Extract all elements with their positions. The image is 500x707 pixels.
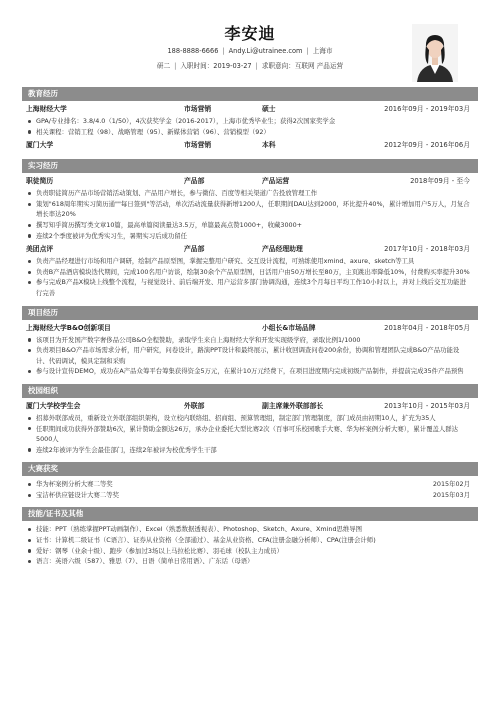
project-bullets [22,335,478,377]
section-campus-header: 校园组织 [22,384,478,398]
internship-entry [22,175,478,188]
bullet-item: 爱好：钢琴（业余十级）、跑步（参加过3场以上马拉松比赛）、羽毛球（校队主力成员） [26,546,478,557]
school-name: 上海财经大学 [26,105,67,113]
start-time-text: 入职时间：2019-03-27 [180,62,252,70]
bullet-item: 负责产品经理进行市场和用户调研，绘制产品原型图，掌握完整用户研究、交互设计流程，可熟练使用xmind、axure、sketch等工具 [26,256,478,267]
internship-bullets [22,256,478,298]
bullet-item: 撰写知乎简历撰写类文章10篇，最高单篇阅读量达3.5万，单篇最高点赞1000+，收藏3000+ [26,220,478,231]
role-name: 产品运营 [262,177,290,186]
bullet-item: 技能：PPT（熟练掌握PPT动画制作）、Excel（熟悉数据透视表）、Photoshop、Sketch、Axure、Xmind思维导图 [26,524,478,535]
company-name: 职徒简历 [26,177,54,186]
date-range: 2018年04月 - 2018年05月 [384,323,470,332]
org-name: 厦门大学校学生会 [26,401,81,410]
date-range: 2013年10月 - 2015年03月 [384,401,470,410]
department-name: 外联部 [184,401,205,410]
bullet-item: 语言：英语六级（587）、雅思（7）、日语（简单日常用语）、广东话（母语） [26,556,478,567]
section-awards-header: 大赛获奖 [22,462,478,476]
date-range: 2017年10月 - 2018年03月 [384,245,470,254]
city-text: 上海市 [312,47,333,55]
bullet-item: 该项目为开发国产数字奢侈品公司B&O全程赞助，录取学生来自上海财经大学和开发实现级学府，录取比例1/1000 [26,335,478,346]
phone-text: 188-8888-6666 [167,47,219,55]
campus-entry [22,400,478,413]
section-internship-header: 实习经历 [22,159,478,173]
section-projects-header: 项目经历 [22,306,478,320]
bullet-item: 参与完成B产品X模块上线整个流程，与视觉设计、前后端开发、用户运营多部门协调沟通，连续3个月每日平均工作10小时以上，并对上线后交互功能进行完善 [26,277,478,298]
skills-bullets [22,524,478,566]
bullet-item: GPA/专业排名：3.8/4.0（1/50），4次获奖学金（2016-2017），上海市优秀毕业生；获得2次国家奖学金 [26,116,478,127]
degree-name: 硕士 [262,105,276,113]
bullet-item: 相关课程：营销工程（98）、战略管理（95）、新媒体营销（96）、营销模型（92） [26,127,478,138]
award-item [22,479,478,490]
campus-bullets [22,413,478,455]
role-name: 副主席兼外联部部长 [262,401,324,410]
internship-bullets [22,188,478,241]
project-role: 小组长&市场品牌 [262,323,316,332]
date-range: 2016年09月 - 2019年03月 [384,105,470,113]
education-bullets [22,116,478,137]
degree-name: 本科 [262,141,276,150]
section-education-header: 教育经历 [22,87,478,101]
bullet-item: 连续2年被评为学生会最佳部门，连续2年被评为校优秀学生干部 [26,445,478,456]
project-entry [22,322,478,335]
bullet-item: 负责职徒简历产品市场营销活动策划、产品用户增长，参与微信、百度等相关渠道广告投放管理工作 [26,188,478,199]
school-name: 厦门大学 [26,141,54,150]
education-entry [22,139,478,152]
section-skills-header: 技能/证书及其他 [22,507,478,521]
bullet-item: 负责项目B&O产品市场需求分析，用户研究，问卷设计，路演PPT设计和最终展示，累计收回调查问卷200余份，协调和管理团队完成B&O产品功能设计、代码调试，模具定制和采购 [26,345,478,366]
award-date: 2015年03月 [432,490,470,499]
award-item [22,490,478,501]
contact-line: 188-8888-6666 | Andy.Li@utrainee.com | 上海市 [167,47,333,55]
project-name: 上海财经大学B&O创新项目 [26,323,111,332]
company-name: 美团点评 [26,245,54,254]
date-range: 2018年09月 - 至今 [410,177,470,186]
bullet-item: 招募外联部成员，重新设立外联部组织架构，设立校内联络组、招商组、预算管理组，制定部门管理制度，部门成员由初期10人，扩充为35人 [26,413,478,424]
award-name: 宝洁杯供应链设计大赛二等奖 [36,490,120,499]
department-name: 产品部 [184,245,205,254]
email-text: Andy.Li@utrainee.com [228,47,303,55]
resume-header [22,0,478,84]
internship-entry [22,243,478,256]
candidate-name: 李安迪 [224,24,276,43]
education-entry [22,103,478,116]
bullet-item: 参与设计宣传DEMO，成功在A产品众筹平台筹集获得资金5万元，在累计10万元经费下，在项目进度期内完成初级产品制作，并提前完成35件产品预售 [26,366,478,377]
bullet-item: 负责B产品酒店模块迭代期间，完成100名用户访谈，绘制30余个产品原型图，日活用户由50万增长至80万，主页跳出率降低10%，付费购买率提升30% [26,267,478,278]
major-name: 市场营销 [184,105,212,113]
bullet-item: 证书：计算机二级证书（C语言）、证券从业资格（全部通过）、基金从业资格、CFA(注册金融分析师）、CPA(注册会计师) [26,535,478,546]
department-name: 产品部 [184,177,205,186]
award-name: 华为杯案例分析大赛二等奖 [36,480,113,489]
profile-photo [412,24,458,82]
major-name: 市场营销 [184,141,212,150]
bullet-item: 任职期间成功获得外部赞助6次，累计赞助金额达26万，承办企业委托大型比赛2次（百事可乐校园歌手大赛、华为杯案例分析大赛），累计覆盖人群达5000人 [26,424,478,445]
job-intent-text: 求职意向：互联网 产品运营 [261,62,344,70]
status-line: 研二 | 入职时间：2019-03-27 | 求职意向：互联网 产品运营 [156,62,344,70]
bullet-item: 连续2个季度被评为优秀实习生，暑期实习后成功留任 [26,231,478,242]
award-date: 2015年02月 [432,480,470,489]
bullet-item: 策划"618周年期实习简历通""每日签到"等活动，单次活动流量获得新增1200人，任职期间DAU达到2000，环比提升40%，累计增加用户5万人，月复合增长率达20% [26,199,478,220]
grade-text: 研二 [156,62,171,70]
role-name: 产品经理助理 [262,245,303,254]
date-range: 2012年09月 - 2016年06月 [384,141,470,150]
